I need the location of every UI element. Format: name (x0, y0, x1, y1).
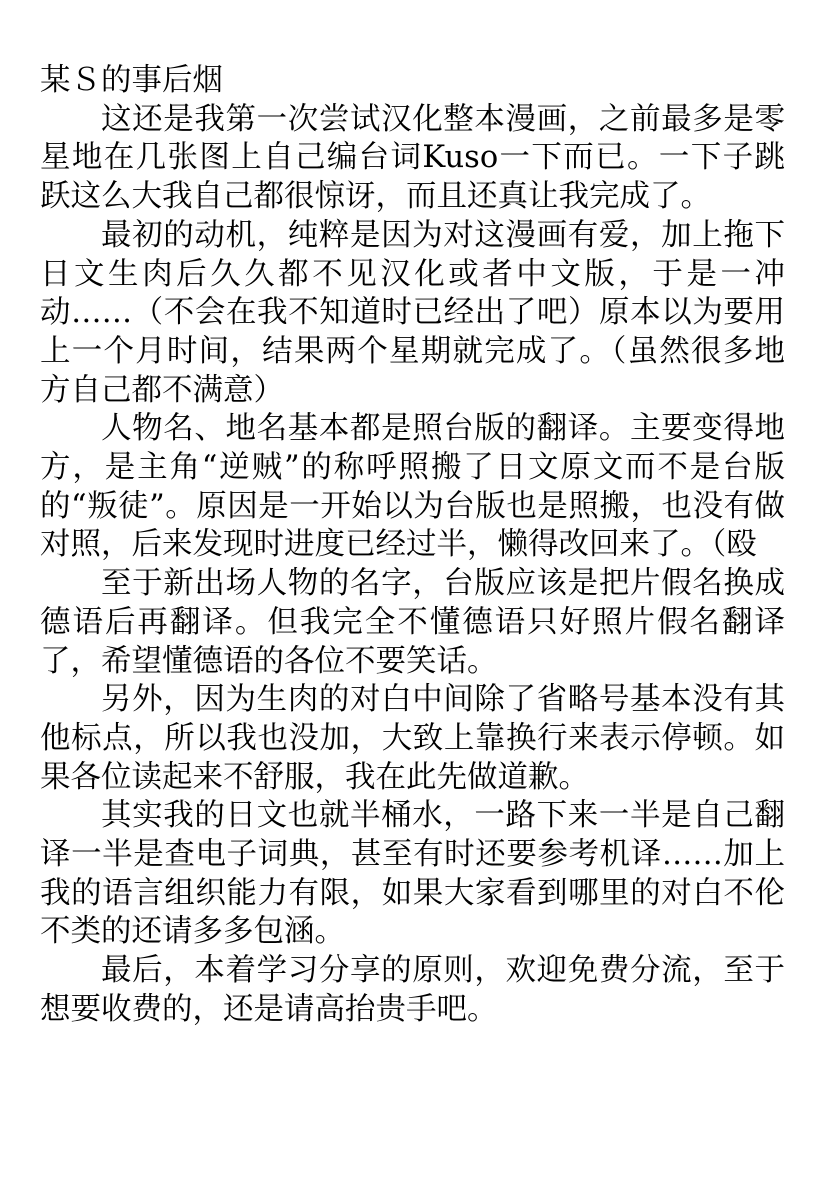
paragraph-5: 另外，因为生肉的对白中间除了省略号基本没有其他标点，所以我也没加，大致上靠换行来表示停顿。如果各位读起来不舒服，我在此先做道歉。 (40, 682, 785, 795)
paragraph-1: 这还是我第一次尝试汉化整本漫画，之前最多是零星地在几张图上自己编台词Kuso一下而已。一下子跳跃这么大我自己都很惊讶，而且还真让我完成了。 (40, 101, 785, 215)
paragraph-7: 最后，本着学习分享的原则，欢迎免费分流，至于想要收费的，还是请高抬贵手吧。 (40, 953, 785, 1027)
paragraph-2: 最初的动机，纯粹是因为对这漫画有爱，加上拖下日文生肉后久久都不见汉化或者中文版，于是一冲动……（不会在我不知道时已经出了吧）原本以为要用上一个月时间，结果两个星期就完成了。（虽然很多地方自己都不满意） (40, 217, 785, 408)
paragraph-6: 其实我的日文也就半桶水，一路下来一半是自己翻译一半是查电子词典，甚至有时还要参考机译……加上我的语言组织能力有限，如果大家看到哪里的对白不伦不类的还请多多包涵。 (40, 798, 785, 950)
document-page (40, 62, 785, 1030)
paragraph-4: 至于新出场人物的名字，台版应该是把片假名换成德语后再翻译。但我完全不懂德语只好照片假名翻译了，希望懂德语的各位不要笑话。 (40, 566, 785, 679)
paragraph-3: 人物名、地名基本都是照台版的翻译。主要变得地方，是主角“逆贼”的称呼照搬了日文原文而不是台版的“叛徒”。原因是一开始以为台版也是照搬，也没有做对照，后来发现时进度已经过半，懒得改回来了。（殴 (40, 411, 785, 563)
document-title: 某Ｓ的事后烟 (40, 63, 223, 98)
